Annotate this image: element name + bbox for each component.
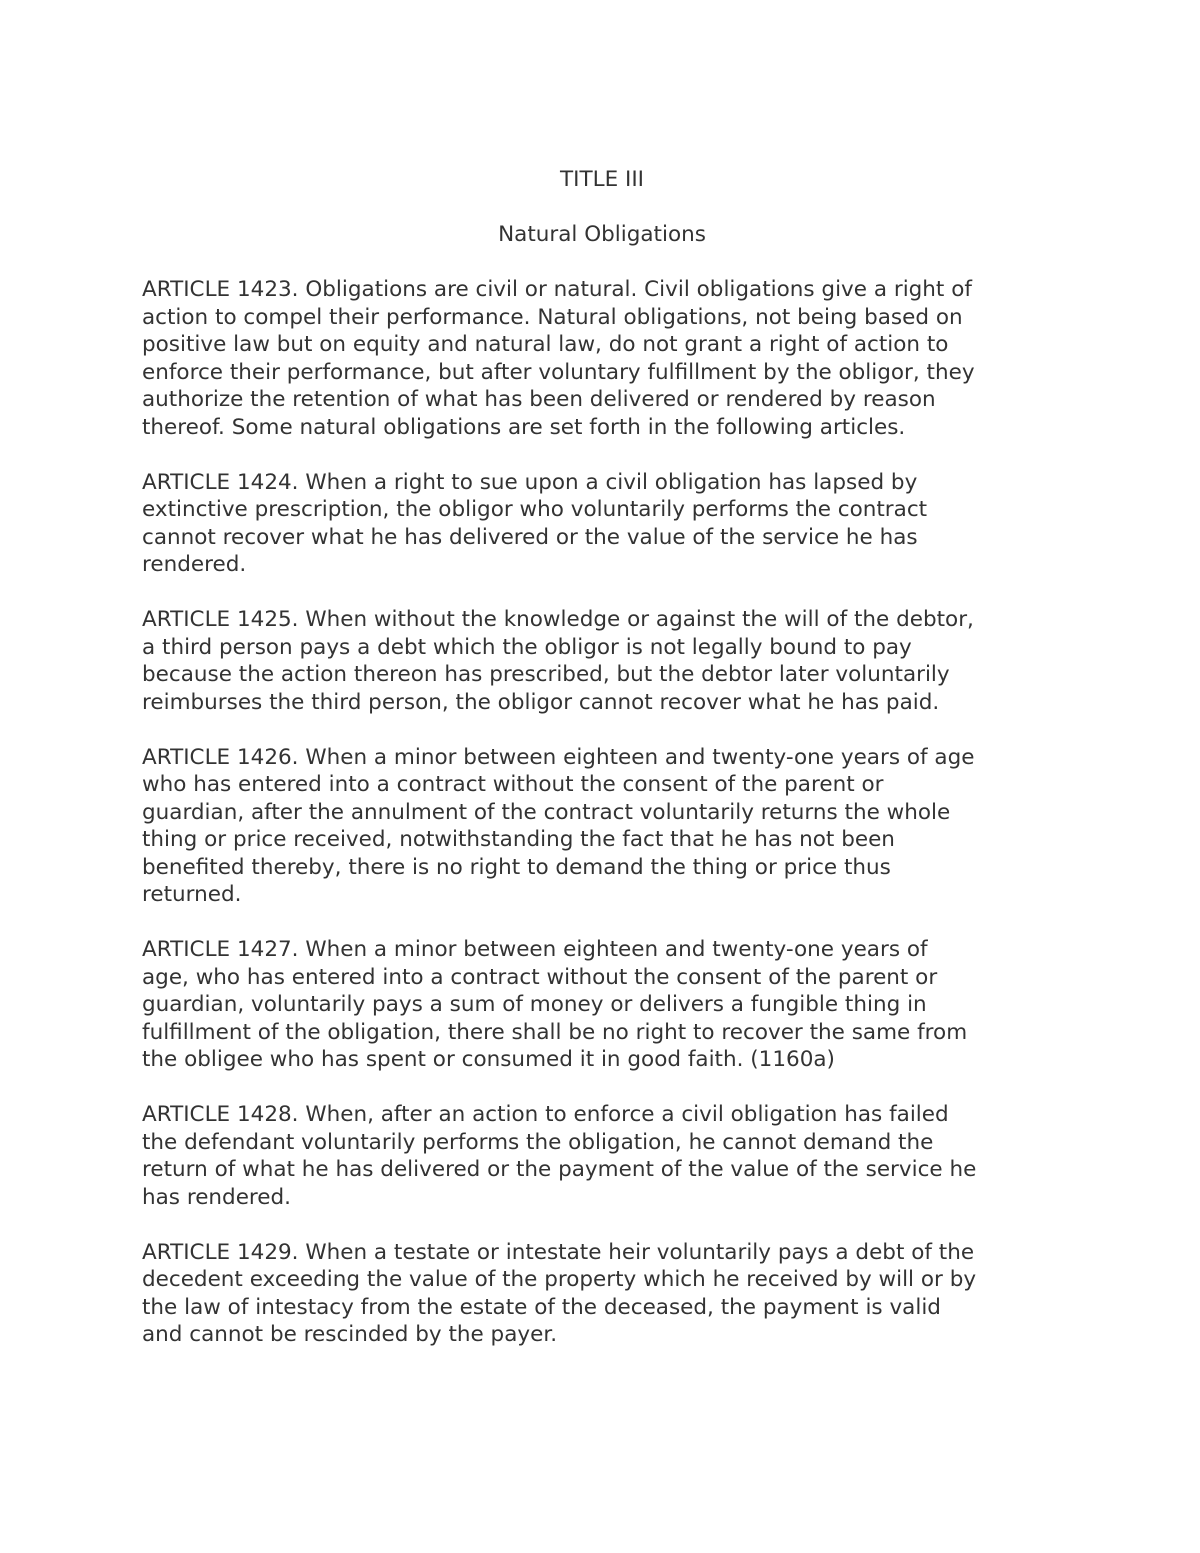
article-line: reimburses the third person, the obligor cannot recover what he has paid.	[142, 689, 940, 715]
article-line: ARTICLE 1428. When, after an action to enforce a civil obligation has failed	[142, 1102, 949, 1127]
article-line: benefited thereby, there is no right to demand the thing or price thus	[142, 854, 891, 880]
document-subtitle: Natural Obligations	[498, 222, 706, 247]
article-line: cannot recover what he has delivered or the value of the service he has	[142, 524, 918, 550]
article-line: a third person pays a debt which the obligor is not legally bound to pay	[142, 634, 912, 660]
article-paragraph	[142, 1101, 1062, 1211]
articles-container	[142, 276, 1062, 1349]
article-line: fulfillment of the obligation, there shall be no right to recover the same from	[142, 1019, 968, 1045]
document-page	[142, 166, 1062, 1376]
article-line: ARTICLE 1427. When a minor between eighteen and twenty-one years of	[142, 937, 928, 962]
article-line: ARTICLE 1424. When a right to sue upon a civil obligation has lapsed by	[142, 469, 918, 495]
article-line: because the action thereon has prescribed, but the debtor later voluntarily	[142, 662, 950, 687]
article-line: positive law but on equity and natural law, do not grant a right of action to	[142, 332, 949, 357]
article-line: return of what he has delivered or the payment of the value of the service he	[142, 1157, 977, 1182]
article-line: the defendant voluntarily performs the obligation, he cannot demand the	[142, 1129, 934, 1155]
article-line: has rendered.	[142, 1184, 292, 1210]
article-line: enforce their performance, but after voluntary fulfillment by the obligor, they	[142, 359, 975, 385]
article-paragraph	[142, 469, 1062, 579]
article-line: thereof. Some natural obligations are set forth in the following articles.	[142, 414, 906, 440]
article-line: ARTICLE 1423. Obligations are civil or natural. Civil obligations give a right of	[142, 277, 972, 302]
article-line: extinctive prescription, the obligor who voluntarily performs the contract	[142, 497, 928, 522]
article-line: decedent exceeding the value of the property which he received by will or by	[142, 1267, 977, 1292]
article-line: the law of intestacy from the estate of the deceased, the payment is valid	[142, 1294, 941, 1320]
article-line: ARTICLE 1426. When a minor between eighteen and twenty-one years of age	[142, 744, 975, 770]
article-line: age, who has entered into a contract without the consent of the parent or	[142, 964, 938, 990]
article-paragraph	[142, 936, 1062, 1074]
article-line: rendered.	[142, 552, 247, 577]
article-paragraph	[142, 744, 1062, 909]
article-line: who has entered into a contract without the consent of the parent or	[142, 772, 884, 797]
article-line: returned.	[142, 882, 242, 907]
article-paragraph	[142, 606, 1062, 716]
article-line: action to compel their performance. Natural obligations, not being based on	[142, 304, 963, 330]
article-line: guardian, after the annulment of the contract voluntarily returns the whole	[142, 799, 951, 825]
article-line: guardian, voluntarily pays a sum of money or delivers a fungible thing in	[142, 992, 927, 1017]
article-line: and cannot be rescinded by the payer.	[142, 1322, 558, 1347]
article-paragraph	[142, 276, 1062, 441]
article-line: the obligee who has spent or consumed it in good faith. (1160a)	[142, 1047, 835, 1072]
article-paragraph	[142, 1239, 1062, 1349]
article-line: ARTICLE 1425. When without the knowledge or against the will of the debtor,	[142, 607, 974, 632]
article-line: authorize the retention of what has been delivered or rendered by reason	[142, 387, 936, 412]
article-line: ARTICLE 1429. When a testate or intestate heir voluntarily pays a debt of the	[142, 1239, 975, 1265]
article-line: thing or price received, notwithstanding the fact that he has not been	[142, 827, 895, 852]
document-title: TITLE III	[559, 167, 645, 192]
